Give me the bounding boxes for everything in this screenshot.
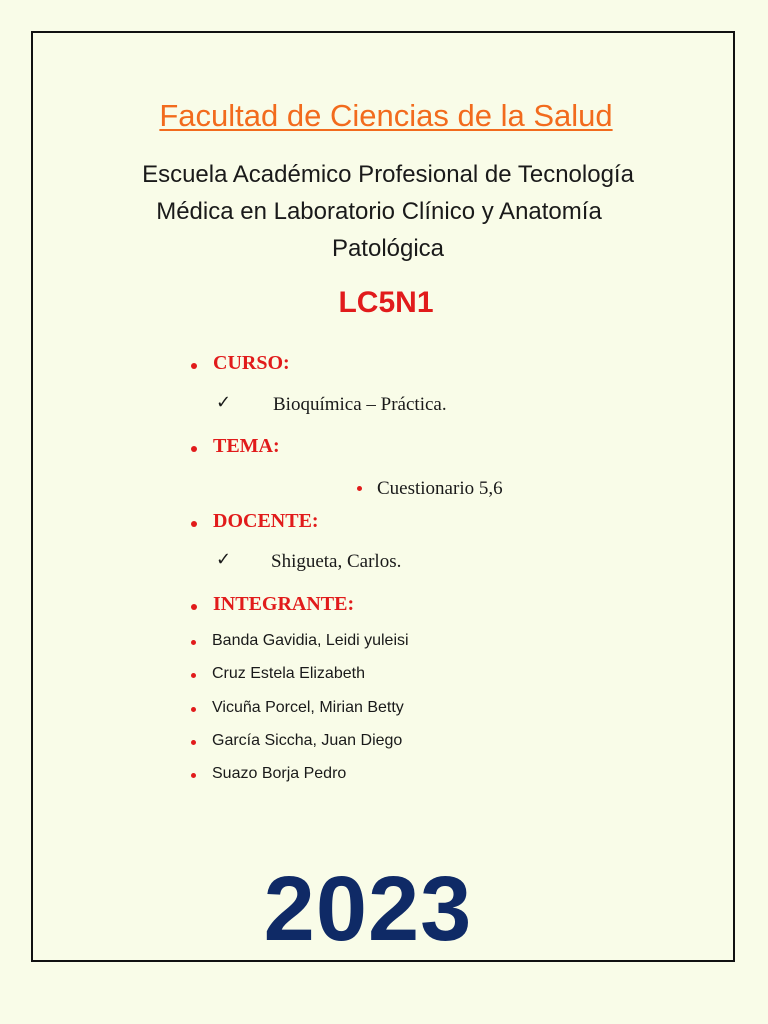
- member-bullet-icon: [191, 773, 196, 778]
- curso-value: Bioquímica – Práctica.: [273, 394, 447, 415]
- tema-label: TEMA:: [213, 435, 280, 457]
- member-bullet-icon: [191, 640, 196, 645]
- member-item: Suazo Borja Pedro: [212, 765, 347, 782]
- integrante-label: INTEGRANTE:: [213, 593, 355, 615]
- member-item: García Siccha, Juan Diego: [212, 732, 403, 749]
- school-name-line-3: Patológica: [331, 235, 445, 262]
- docente-value: Shigueta, Carlos.: [271, 551, 402, 572]
- curso-bullet-icon: [191, 363, 197, 369]
- tema-bullet-icon: [191, 446, 197, 452]
- year-title: 2023: [263, 858, 473, 960]
- tema-value-bullet-icon: [357, 486, 362, 491]
- member-item: Banda Gavidia, Leidi yuleisi: [212, 632, 409, 649]
- member-bullet-icon: [191, 673, 196, 678]
- docente-label: DOCENTE:: [213, 510, 319, 532]
- school-name-line-1: Escuela Académico Profesional de Tecnología: [142, 161, 634, 188]
- faculty-title: Facultad de Ciencias de la Salud: [159, 98, 613, 133]
- member-bullet-icon: [191, 707, 196, 712]
- section-code: LC5N1: [338, 286, 434, 319]
- member-item: Cruz Estela Elizabeth: [212, 665, 365, 682]
- integrante-bullet-icon: [191, 604, 197, 610]
- member-item: Vicuña Porcel, Mirian Betty: [212, 699, 404, 716]
- docente-bullet-icon: [191, 521, 197, 527]
- school-name-line-2: Médica en Laboratorio Clínico y Anatomía: [156, 198, 602, 225]
- tema-value: Cuestionario 5,6: [377, 478, 503, 499]
- curso-label: CURSO:: [213, 352, 290, 374]
- curso-check-icon: ✓: [216, 392, 232, 413]
- docente-check-icon: ✓: [216, 549, 232, 570]
- member-bullet-icon: [191, 740, 196, 745]
